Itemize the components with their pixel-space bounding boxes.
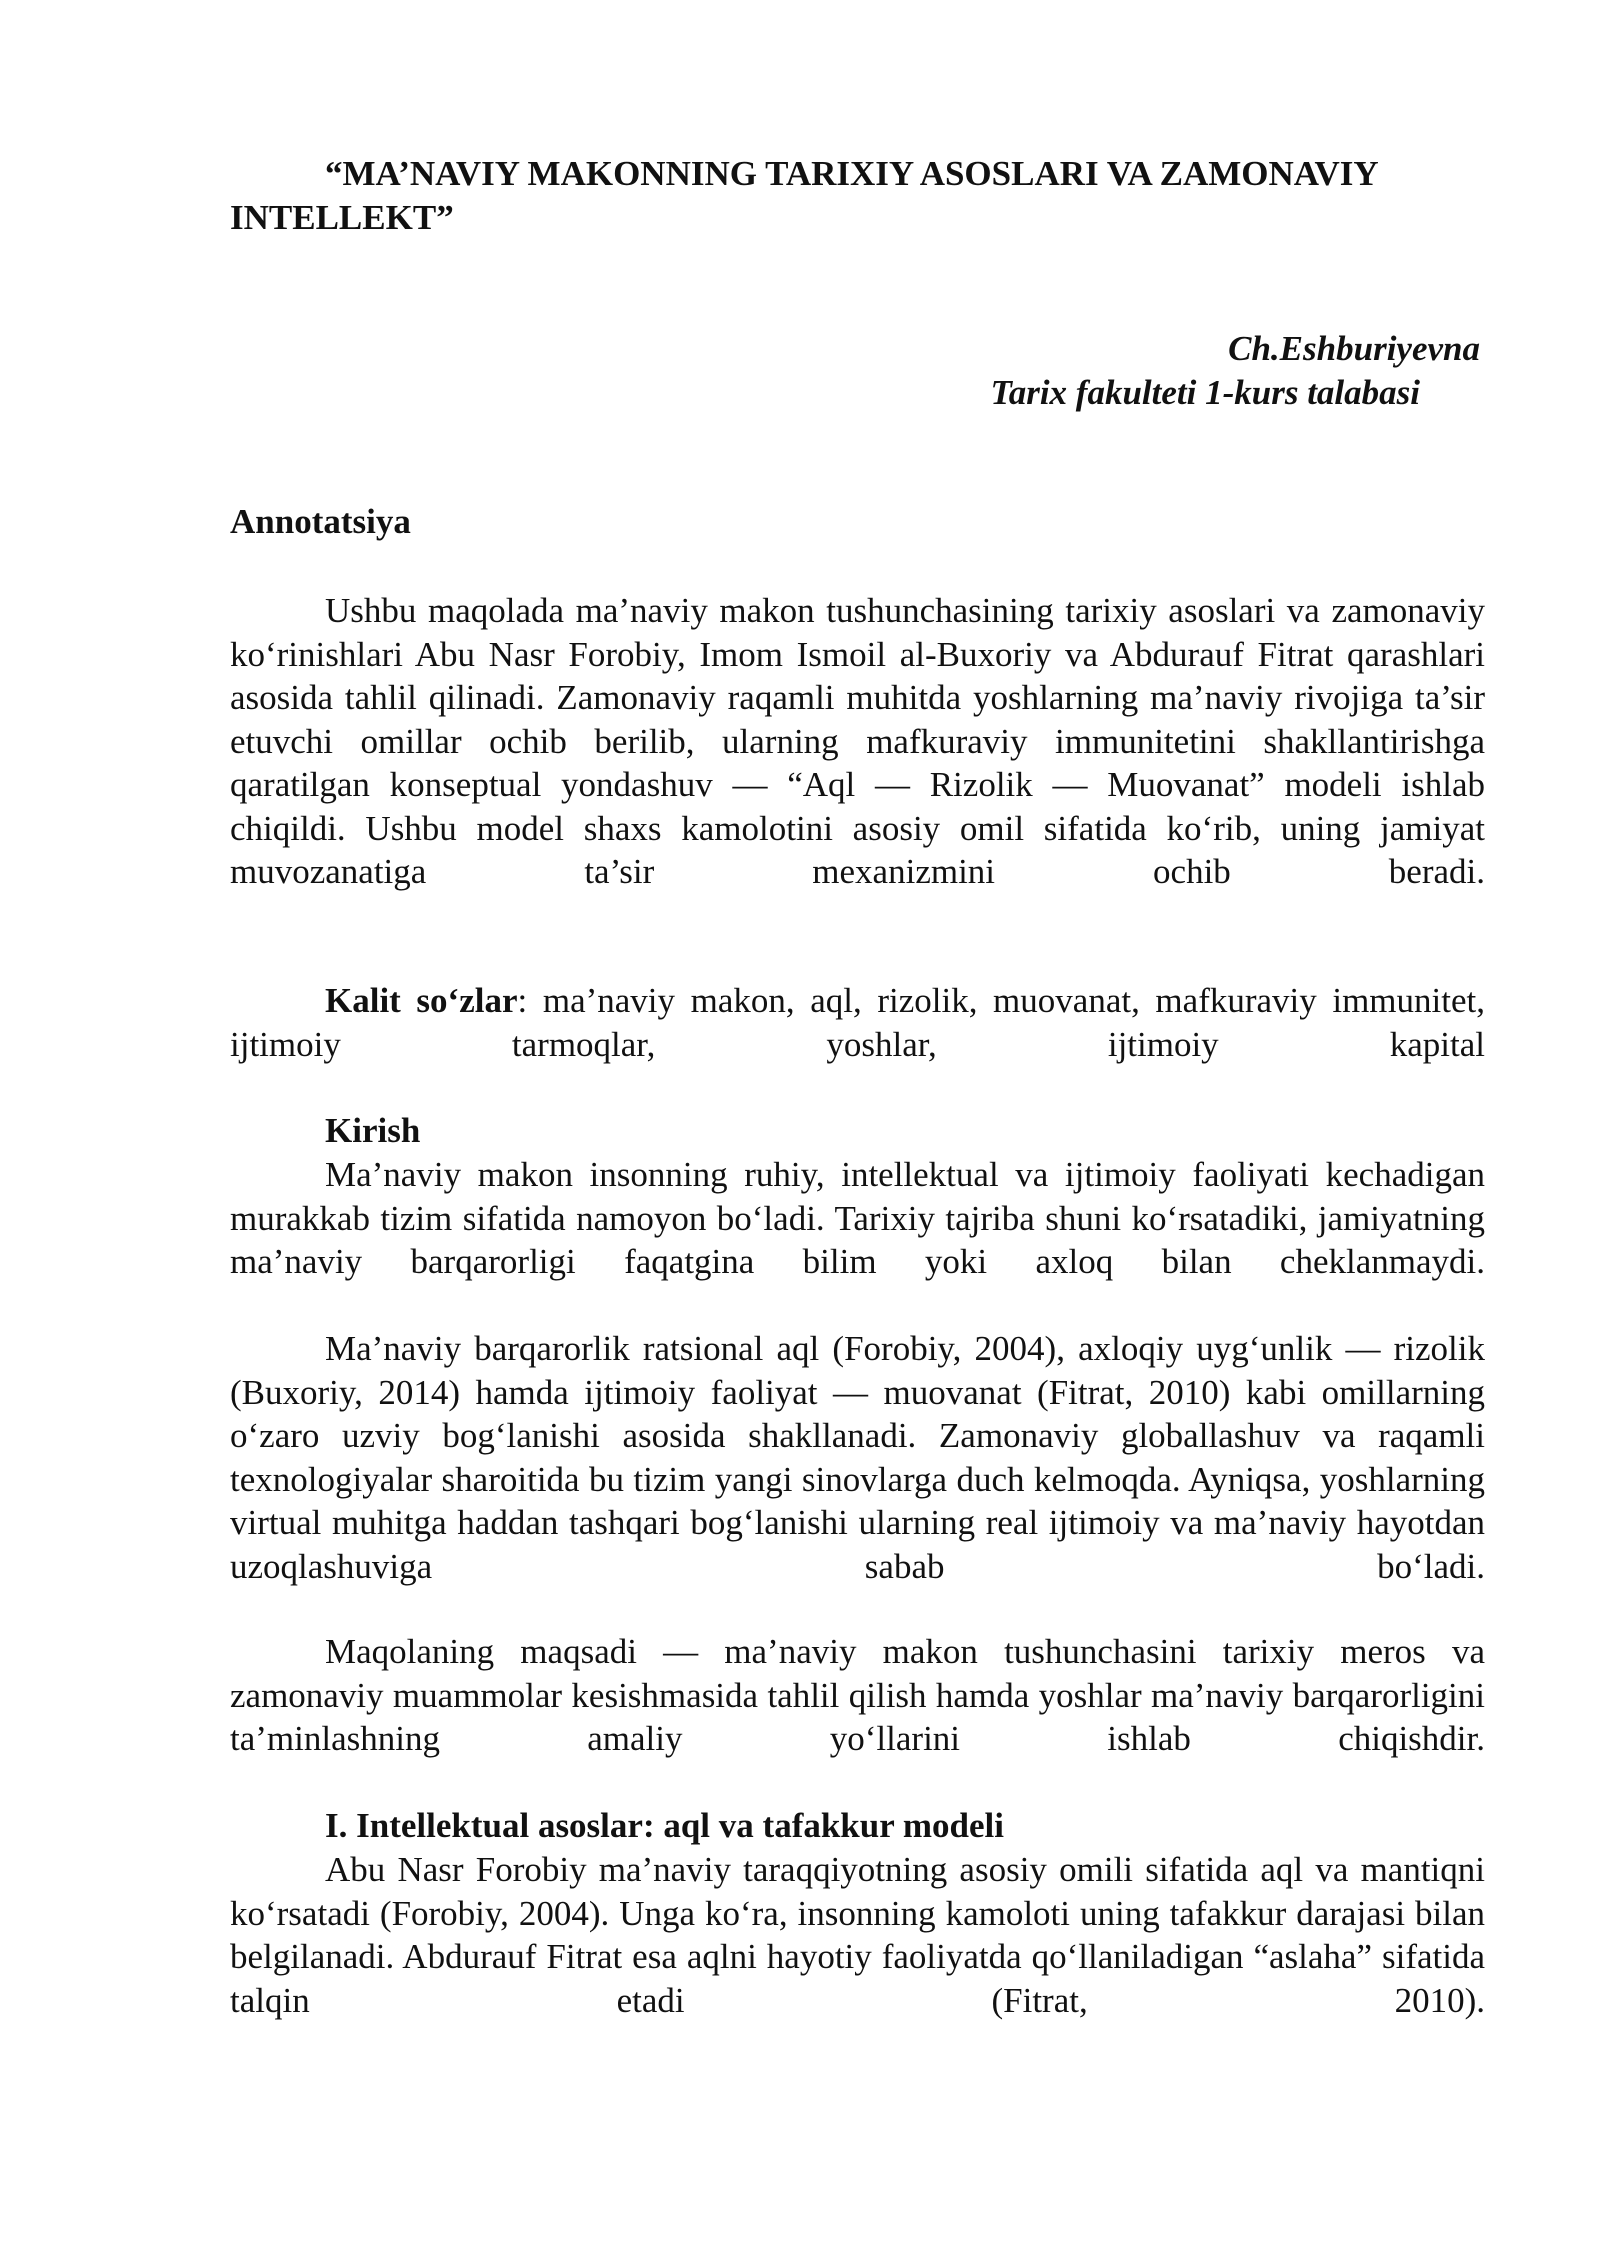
section1-heading: I. Intellektual asoslar: aql va tafakkur modeli: [325, 1806, 1004, 1845]
introduction-heading: Kirish: [325, 1111, 421, 1150]
keywords-text: : ma’naviy makon, aql, rizolik, muovanat, mafkuraviy immunitet, ijtimoiy tarmoqlar, yoshlar, ijtimoiy kapital: [230, 981, 1485, 1064]
introduction-paragraph-1: Ma’naviy makon insonning ruhiy, intellektual va ijtimoiy faoliyati kechadigan murakkab tizim sifatida namoyon bo‘ladi. Tarixiy tajriba shuni ko‘rsatadiki, jamiyatning ma’naviy barqarorligi faqatgina bilim yoki axloq bilan cheklanmaydi.: [230, 1155, 1485, 1281]
annotation-heading: Annotatsiya: [230, 502, 411, 541]
section1-paragraph: Abu Nasr Forobiy ma’naviy taraqqiyotning asosiy omili sifatida aql va mantiqni ko‘rsatadi (Forobiy, 2004). Unga ko‘ra, insonning kamoloti uning tafakkur darajasi bilan belgilanadi. Abdurauf Fitrat esa aqlni hayotiy faoliyatda qo‘llaniladigan “aslaha” sifatida talqin etadi (Fitrat, 2010).: [230, 1850, 1485, 2020]
author-name: Ch.Eshburiyevna: [1228, 329, 1480, 368]
introduction-paragraph-2: Ma’naviy barqarorlik ratsional aql (Forobiy, 2004), axloqiy uyg‘unlik — rizolik (Buxoriy, 2014) hamda ijtimoiy faoliyat — muovanat (Fitrat, 2010) kabi omillarning o‘zaro uzviy bog‘lanishi asosida shakllanadi. Zamonaviy globallashuv va raqamli texnologiyalar sharoitida bu tizim yangi sinovlarga duch kelmoqda. Ayniqsa, yoshlarning virtual muhitga haddan tashqari bog‘lanishi ularning real ijtimoiy va ma’naviy hayotdan uzoqlashuviga sabab bo‘ladi.: [230, 1329, 1485, 1586]
document-title: “MA’NAVIY MAKONNING TARIXIY ASOSLARI VA ZAMONAVIY INTELLEKT”: [230, 154, 1378, 237]
keywords-label: Kalit so‘zlar: [325, 981, 518, 1020]
introduction-paragraph-3: Maqolaning maqsadi — ma’naviy makon tushunchasini tarixiy meros va zamonaviy muammolar kesishmasida tahlil qilish hamda yoshlar ma’naviy barqarorligini ta’minlashning amaliy yo‘llarini ishlab chiqishdir.: [230, 1632, 1485, 1758]
annotation-paragraph: Ushbu maqolada ma’naviy makon tushunchasining tarixiy asoslari va zamonaviy ko‘rinishlari Abu Nasr Forobiy, Imom Ismoil al-Buxoriy va Abdurauf Fitrat qarashlari asosida tahlil qilinadi. Zamonaviy raqamli muhitda yoshlarning ma’naviy rivojiga ta’sir etuvchi omillar ochib berilib, ularning mafkuraviy immunitetini shakllantirishga qaratilgan konseptual yondashuv — “Aql — Rizolik — Muovanat” modeli ishlab chiqildi. Ushbu model shaxs kamolotini asosiy omil sifatida ko‘rib, uning jamiyat muvozanatiga ta’sir mexanizmini ochib beradi.: [230, 591, 1485, 891]
author-affiliation: Tarix fakulteti 1-kurs talabasi: [990, 373, 1420, 412]
keywords-paragraph: [230, 979, 1485, 1066]
